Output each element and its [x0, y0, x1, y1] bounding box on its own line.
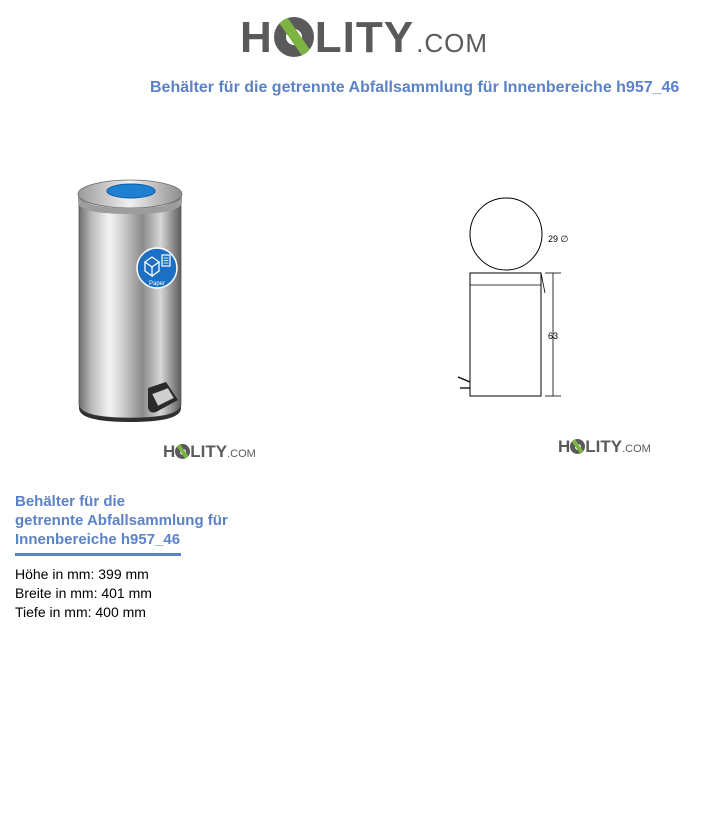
page-subtitle: Behälter für die getrennte Abfallsammlung für Innenbereiche h957_46	[150, 79, 680, 96]
brand-logo[interactable]	[240, 12, 488, 64]
logo-text-h: H	[558, 437, 571, 456]
brand-logo-small[interactable]	[558, 437, 651, 457]
logo-o-icon	[175, 444, 190, 459]
dimension-drawing[interactable]	[452, 190, 582, 405]
paper-recycling-icon	[137, 248, 177, 288]
product-photo[interactable]	[70, 172, 200, 427]
product-title-line: Behälter für die	[15, 493, 126, 510]
spec-height: Höhe in mm: 399 mm	[15, 566, 149, 582]
logo-text-tld: .COM	[416, 28, 488, 58]
logo-text-tld: .COM	[622, 443, 651, 455]
brand-logo-small[interactable]	[163, 442, 256, 462]
logo-o-icon	[570, 439, 585, 454]
logo-text-h: H	[240, 13, 273, 62]
title-underline	[15, 553, 181, 556]
height-label: 63	[548, 331, 559, 341]
product-title	[15, 492, 275, 549]
diameter-label: 29 ∅	[548, 234, 569, 244]
side-view-body	[470, 273, 541, 396]
product-title-line: getrennte Abfallsammlung für	[15, 512, 228, 529]
spec-list	[15, 565, 152, 622]
product-title-line: Innenbereiche h957_46	[15, 531, 181, 548]
logo-text-h: H	[163, 442, 176, 461]
logo-text-lity: LITY	[585, 437, 623, 456]
logo-text-lity: LITY	[190, 442, 228, 461]
top-view-circle	[470, 198, 542, 270]
logo-text-tld: .COM	[227, 448, 256, 460]
bin-opening	[107, 184, 155, 198]
logo-text-lity: LITY	[314, 13, 415, 62]
spec-width: Breite in mm: 401 mm	[15, 585, 152, 601]
spec-depth: Tiefe in mm: 400 mm	[15, 604, 146, 620]
sticker-label: Paper	[148, 281, 166, 287]
logo-o-icon	[274, 17, 314, 57]
